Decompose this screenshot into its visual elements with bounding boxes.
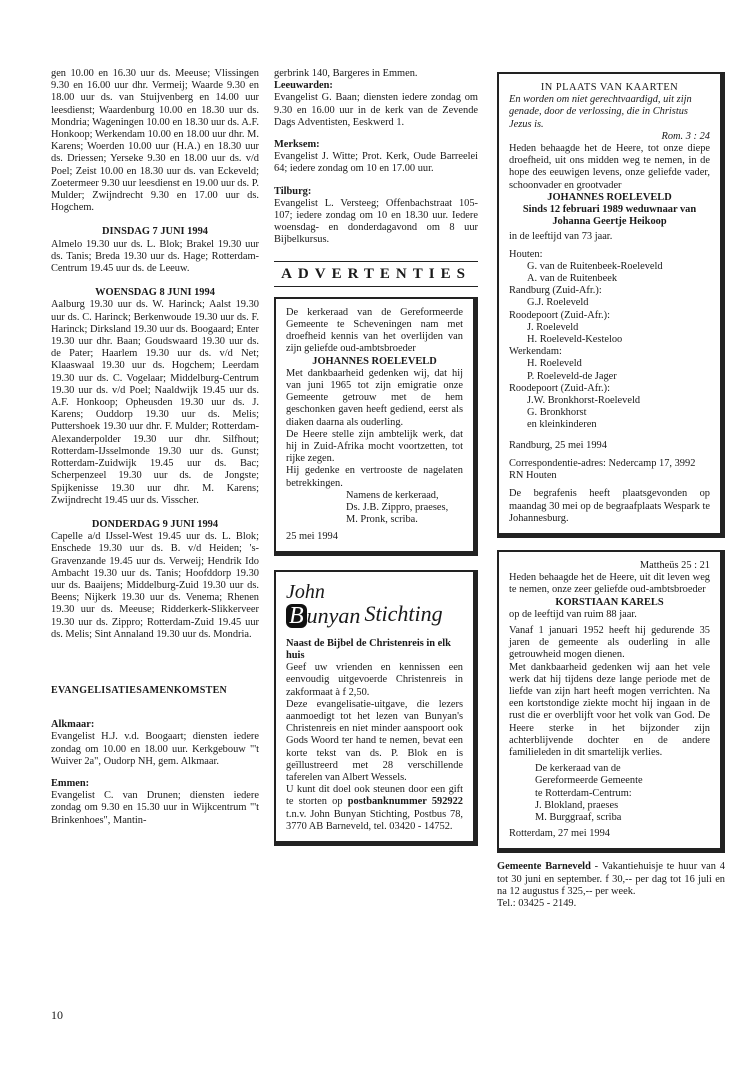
kaarten-widower: Sinds 12 februari 1989 weduwnaar van Johanna Geertje Heikoop <box>522 204 697 228</box>
emmen-continued: gerbrink 140, Bargeres in Emmen. <box>274 68 418 79</box>
signature-line: te Rotterdam-Centrum: <box>535 787 632 799</box>
kaarten-verse: En worden om niet gerechtvaardigd, uit zijn genade, door de verlossing, die in Christus Jezus is. <box>509 94 692 130</box>
karels-age: op de leeftijd van ruim 88 jaar. <box>509 608 637 620</box>
kaarten-notice <box>497 72 725 538</box>
family-line: en kleinkinderen <box>527 419 597 431</box>
wednesday-heading: WOENSDAG 8 JUNI 1994 <box>95 287 215 299</box>
barneveld-classified <box>497 861 725 910</box>
tilburg-text: Evangelist L. Versteeg; Offenbachstraat 105-107; iedere zondag om 10 en 18.30 uur. Iedere woensdag- en donderdagavond om 8 uur Bijbelkursus. <box>274 197 478 246</box>
family-line: H. Roeleveld <box>527 358 582 370</box>
family-line: J. Roeleveld <box>527 321 579 333</box>
family-list <box>509 249 710 432</box>
karels-paragraph: Heden behaagde het de Heere, uit dit leven weg te nemen, onze zeer geliefde oud-ambtsbroeder <box>509 572 710 596</box>
signature-line: M. Burggraaf, scriba <box>535 811 622 823</box>
family-line: G. van de Ruitenbeek-Roeleveld <box>527 260 663 272</box>
family-line: Werkendam: <box>509 346 562 358</box>
wednesday-services: Aalburg 19.30 uur ds. W. Harinck; Aalst 19.30 uur ds. C. Harinck; Berkenwoude 19.30 uur ds. F. Harinck; Dirksland 19.30 uur ds. Boogaard; Enter 19.30 uur dhr. Baan; Goudswaard 19.30 uur ds. de Pater; Haarlem 19.30 uur ds. v/d Net; Klaaswaal 19.30 uur ds. Hogchem; Leerdam 19.30 uur ds. C. Vogelaar; Middelburg-Centrum 19.30 uur ds. v/d Poel; Naaldwijk 19.45 uur ds. A.F. Honkoop; Opheusden 19.30 uur ds. J. Karens; Ouddorp 19.30 uur ds. Melis; Puttershoek 19.30 uur dhr. F. Mulder; Rotterdam-Alexanderpolder 19.30 uur dhr. Silfhout; Rotterdam-IJsselmonde 19.30 uur ds. Gunst; Rotterdam-Zuidwijk 19.45 uur ds. Bac; Scherpenzeel 19.30 uur ds. de Jongste; Spijkenisse 19.30 uur dhr. M. Karens; Zwijndrecht 19.45 uur ds. Visscher. <box>51 299 259 506</box>
karels-signature <box>509 763 710 824</box>
family-line: J.W. Bronkhorst-Roeleveld <box>527 395 641 407</box>
karels-date: Rotterdam, 27 mei 1994 <box>509 828 611 840</box>
notice-name: JOHANNES ROELEVELD <box>312 355 437 367</box>
kaarten-age: in de leeftijd van 73 jaar. <box>509 231 613 243</box>
karels-notice <box>497 550 725 853</box>
thursday-services: Capelle a/d IJssel-West 19.45 uur ds. L. Blok; Enschede 19.30 uur ds. B. v/d Heiden; 's-Gravenzande 19.45 uur ds. Verweij; Hendrik Ido Ambacht 19.30 uur ds. Tanis; Hoofddorp 19.30 uur ds. Baaijens; Middelburg-Zuid 19.30 uur ds. Beens; Nijkerk 19.30 uur ds. Venema; Rhenen 19.30 uur ds. Meeuse; Ridderkerk-Slikkerveer 19.30 uur ds. Zippro; Rotterdam-Zuid 19.45 uur ds. Melis; Sint Annaland 19.30 uur ds. Mondria. <box>51 531 259 640</box>
kaarten-title: IN PLAATS VAN KAARTEN <box>540 82 679 93</box>
evangelisation-heading: EVANGELISATIESAMENKOMSTEN <box>51 684 228 696</box>
signature-line: De kerkeraad van de <box>535 763 621 775</box>
karels-name: KORSTIAAN KARELS <box>555 596 664 608</box>
alkmaar-heading: Alkmaar: <box>51 719 95 731</box>
barneveld-text: Gemeente Barneveld - Vakantiehuisje te huur van 4 tot 30 juni en september. f 30,-- per dag tot 16 juli en na 12 augustus f 325,-- per week. <box>497 861 725 897</box>
family-line: Houten: <box>509 248 543 260</box>
karels-paragraph: Vanaf 1 januari 1952 heeft hij gedurende 35 jaren de gemeente als ouderling in alle getrouwheid mogen dienen. <box>509 624 710 661</box>
bunyan-advertisement <box>274 570 478 846</box>
family-line: G. Bronkhorst <box>527 407 587 419</box>
karels-paragraph: Met dankbaarheid gedenken wij aan het vele werk dat hij tijdens deze lange periode met de liefde van zijn hart heeft mogen verrichten. Na een kortstondige ziekte mocht hij ingaan in de rust die er overblijft voor het volk van God. De Heere sterke in het bijzonder zijn achterblijvende dochter en de andere familieleden in dit smartelijk verlies. <box>509 661 710 758</box>
logo-stichting: Stichting <box>364 600 443 626</box>
left-column <box>51 68 259 827</box>
bunyan-logo <box>286 580 463 628</box>
merksem-heading: Merksem: <box>274 139 320 151</box>
logo-john: John <box>286 580 325 603</box>
kaarten-reference: Rom. 3 : 24 <box>661 130 710 142</box>
tuesday-heading: DINSDAG 7 JUNI 1994 <box>102 226 208 238</box>
kaarten-place-date: Randburg, 25 mei 1994 <box>509 439 607 451</box>
karels-reference: Mattheüs 25 : 21 <box>639 559 710 571</box>
bunyan-paragraph: Deze evangelisatie-uitgave, die lezers aanmoedigt tot het lezen van Bunyan's Christenreis en niet minder aanspoort ook Gods Woord ter hand te nemen, bevat een korte tekst van ds. P. Blok en is geïllustreerd met 28 verschillende taferelen van Albert Wessels. <box>286 698 463 783</box>
leeuwarden-heading: Leeuwarden: <box>274 80 333 92</box>
alkmaar-text: Evangelist H.J. v.d. Boogaart; diensten iedere zondag om 10.00 en 18.00 uur. Kerkgebouw "'t Wuiver 2a", Oudorp NH, gem. Alkmaar. <box>51 731 259 767</box>
tilburg-heading: Tilburg: <box>274 185 312 197</box>
church-services-text: gen 10.00 en 16.30 uur ds. Meeuse; Vlissingen 9.30 en 16.00 uur dhr. Vermeij; Waarde 9.30 en 18.00 uur ds. van Stuijvenberg en 14.00 uur leesdienst; Waardenburg 10.00 en 18.30 uur ds. Mondria; Wageningen 10.00 en 18.30 uur ds. A.F. Honkoop; Werkendam 10.00 en 18.00 uur dhr. M. Karens; Woerden 10.00 uur (H.A.) en 18.30 uur ds. Driessen; Yerseke 9.30 en 18.00 uur ds. v/d Poel; Zeist 10.00 en 18.30 uur ds. van Eckeveld; Zoetermeer 9.30 uur leesdienst en 19.00 uur ds. P. Mulder; Zwijndrecht 9.30 en 17.00 uur ds. Hogchem. <box>51 68 259 214</box>
kaarten-burial: De begrafenis heeft plaatsgevonden op maandag 30 mei op de begraafplaats Wespark te Johannesburg. <box>509 488 710 524</box>
bunyan-donation: U kunt dit doel ook steunen door een gift te storten op postbanknummer 592922 t.n.v. John Bunyan Stichting, Postbus 78, 3770 AB Barneveld, tel. 03420 - 14752. <box>286 784 464 832</box>
tuesday-services: Almelo 19.30 uur ds. L. Blok; Brakel 19.30 uur ds. Tanis; Breda 19.30 uur ds. Hage; Rotterdam-Centrum 19.45 uur ds. de Leeuw. <box>51 238 259 275</box>
notice-signature: Ds. J.B. Zippro, praeses, <box>346 502 449 514</box>
leeuwarden-text: Evangelist G. Baan; diensten iedere zondag om 9.30 en 16.00 uur in de kerk van de Zevende Dags Adventisten, Eeskwerd 1. <box>274 92 478 128</box>
notice-intro: De kerkeraad van de Gereformeerde Gemeente te Scheveningen nam met droefheid kennis van het overlijden van zijn geliefde oud-ambtsbroeder <box>286 306 463 355</box>
thursday-heading: DONDERDAG 9 JUNI 1994 <box>91 518 219 530</box>
bunyan-paragraph: Geef uw vrienden en kennissen een eenvoudig uitgevoerde Christenreis in zakformaat à f 2,50. <box>286 662 463 698</box>
kaarten-correspondence: Correspondentie-adres: Nedercamp 17, 3992 RN Houten <box>509 457 696 482</box>
notice-date: 25 mei 1994 <box>286 530 338 542</box>
family-line: Roodepoort (Zuid-Afr.): <box>509 309 610 321</box>
middle-column <box>274 68 478 846</box>
scheveningen-notice <box>274 297 478 556</box>
notice-signature: M. Pronk, scriba. <box>346 514 418 526</box>
family-line: H. Roeleveld-Kesteloo <box>527 334 623 346</box>
family-line: G.J. Roeleveld <box>527 297 589 309</box>
page-number: 10 <box>51 1008 63 1022</box>
kaarten-paragraph: Heden behaagde het de Heere, tot onze diepe droefheid, uit ons midden weg te nemen, in de hope des eeuwigen levens, onze geliefde vader, schoonvader en grootvader <box>509 143 710 191</box>
notice-paragraph: Hij gedenke en vertrooste de nagelaten betrekkingen. <box>286 465 463 489</box>
family-line: A. van de Ruitenbeek <box>527 273 618 285</box>
logo-bunyan: unyan <box>306 602 361 628</box>
notice-signature: Namens de kerkeraad, <box>346 489 439 501</box>
kaarten-name: JOHANNES ROELEVELD <box>547 191 672 203</box>
family-line: P. Roeleveld-de Jager <box>527 370 617 382</box>
logo-b-icon: B <box>286 604 307 628</box>
notice-paragraph: De Heere stelle zijn ambtelijk werk, dat hij in Zuid-Afrika mocht voortzetten, tot rijke zegen. <box>286 428 463 465</box>
signature-line: Gereformeerde Gemeente <box>535 775 643 787</box>
merksem-text: Evangelist J. Witte; Prot. Kerk, Oude Barreelei 64; iedere zondag om 10 en 17.00 uur. <box>274 151 478 175</box>
bunyan-headline: Naast de Bijbel de Christenreis in elk huis <box>286 637 451 661</box>
notice-paragraph: Met dankbaarheid gedenken wij, dat hij van juni 1965 tot zijn emigratie onze Gemeente getrouw met de hem geschonken gaven heeft gediend, eerst als diaken daarna als ouderling. <box>286 367 463 428</box>
family-line: Randburg (Zuid-Afr.): <box>509 285 602 297</box>
barneveld-phone: Tel.: 03425 - 2149. <box>497 897 577 909</box>
emmen-text: Evangelist C. van Drunen; diensten iedere zondag om 9.30 en 15.30 uur in Wijkcentrum "'t Brinkenhoes", Mantin- <box>51 790 259 826</box>
right-column <box>497 72 725 910</box>
signature-line: J. Blokland, praeses <box>535 799 619 811</box>
family-line: Roodepoort (Zuid-Afr.): <box>509 382 610 394</box>
advertisements-heading: ADVERTENTIES <box>274 261 478 287</box>
emmen-heading: Emmen: <box>51 777 90 789</box>
